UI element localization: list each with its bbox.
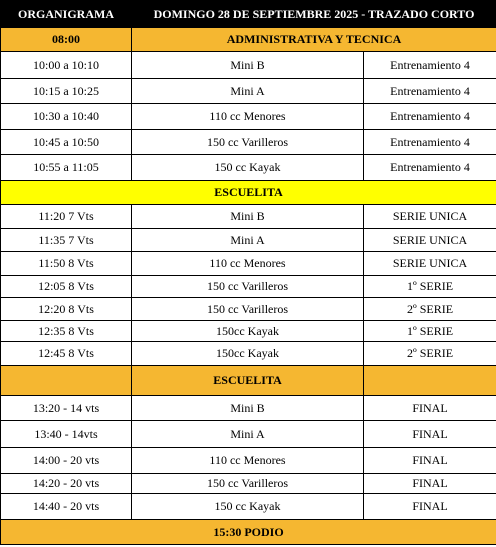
row-time: 12:20 8 Vts [1,298,132,321]
row-category: 150 cc Varilleros [132,298,364,321]
header-row [1,1,496,28]
escuelita-label: ESCUELITA [132,366,364,396]
row-category: 150 cc Varilleros [132,276,364,298]
schedule-row [1,494,496,520]
schedule-row [1,155,496,181]
row-session: SERIE UNICA [364,252,496,276]
schedule-row [1,229,496,252]
schedule-row [1,474,496,494]
row-session: Entrenamiento 4 [364,155,496,181]
schedule-row [1,205,496,229]
row-time: 10:15 a 10:25 [1,79,132,104]
row-session: Entrenamiento 4 [364,104,496,130]
row-category: Mini B [132,396,364,421]
admin-time: 08:00 [1,28,132,52]
row-time: 11:50 8 Vts [1,252,132,276]
row-time: 11:35 7 Vts [1,229,132,252]
row-time: 13:20 - 14 vts [1,396,132,421]
schedule-row [1,298,496,321]
row-category: 110 cc Menores [132,448,364,474]
row-session: Entrenamiento 4 [364,52,496,79]
row-time: 14:00 - 20 vts [1,448,132,474]
row-time: 14:20 - 20 vts [1,474,132,494]
row-session: Entrenamiento 4 [364,79,496,104]
schedule-row [1,421,496,448]
schedule-row [1,276,496,298]
row-category: Mini A [132,79,364,104]
row-category: Mini B [132,205,364,229]
row-category: Mini A [132,421,364,448]
row-time: 14:40 - 20 vts [1,494,132,520]
schedule-row [1,321,496,342]
schedule-row [1,396,496,421]
row-time: 10:45 a 10:50 [1,130,132,155]
row-session: FINAL [364,474,496,494]
row-time: 10:30 a 10:40 [1,104,132,130]
row-time: 10:55 a 11:05 [1,155,132,181]
row-session: 1º SERIE [364,276,496,298]
row-session: Entrenamiento 4 [364,130,496,155]
row-category: 150 cc Kayak [132,155,364,181]
row-time: 12:05 8 Vts [1,276,132,298]
row-session: FINAL [364,421,496,448]
schedule-row [1,252,496,276]
row-session: FINAL [364,396,496,421]
schedule-row [1,104,496,130]
row-session: SERIE UNICA [364,205,496,229]
schedule-row [1,342,496,366]
row-category: 150 cc Varilleros [132,474,364,494]
header-organigrama: ORGANIGRAMA [1,1,132,28]
row-time: 12:35 8 Vts [1,321,132,342]
escuelita-label: ESCUELITA [1,181,496,205]
row-category: 150 cc Varilleros [132,130,364,155]
row-category: 110 cc Menores [132,104,364,130]
row-session: FINAL [364,494,496,520]
row-time: 10:00 a 10:10 [1,52,132,79]
podio-label: 15:30 PODIO [1,520,496,545]
row-category: 150 cc Kayak [132,494,364,520]
row-category: 150cc Kayak [132,321,364,342]
schedule-row [1,52,496,79]
row-session: 2º SERIE [364,298,496,321]
escuelita-empty-right [364,366,496,396]
row-time: 13:40 - 14vts [1,421,132,448]
row-category: Mini B [132,52,364,79]
admin-label: ADMINISTRATIVA Y TECNICA [132,28,496,52]
row-time: 12:45 8 Vts [1,342,132,366]
podio-row [1,520,496,545]
escuelita-empty-left [1,366,132,396]
header-title: DOMINGO 28 DE SEPTIEMBRE 2025 - TRAZADO CORTO [132,1,496,28]
row-category: 110 cc Menores [132,252,364,276]
row-category: 150cc Kayak [132,342,364,366]
row-session: 2º SERIE [364,342,496,366]
row-session: 1º SERIE [364,321,496,342]
admin-row [1,28,496,52]
row-session: SERIE UNICA [364,229,496,252]
schedule-row [1,79,496,104]
row-time: 11:20 7 Vts [1,205,132,229]
escuelita-row-1 [1,181,496,205]
escuelita-row-2 [1,366,496,396]
row-session: FINAL [364,448,496,474]
row-category: Mini A [132,229,364,252]
schedule-row [1,448,496,474]
schedule-row [1,130,496,155]
